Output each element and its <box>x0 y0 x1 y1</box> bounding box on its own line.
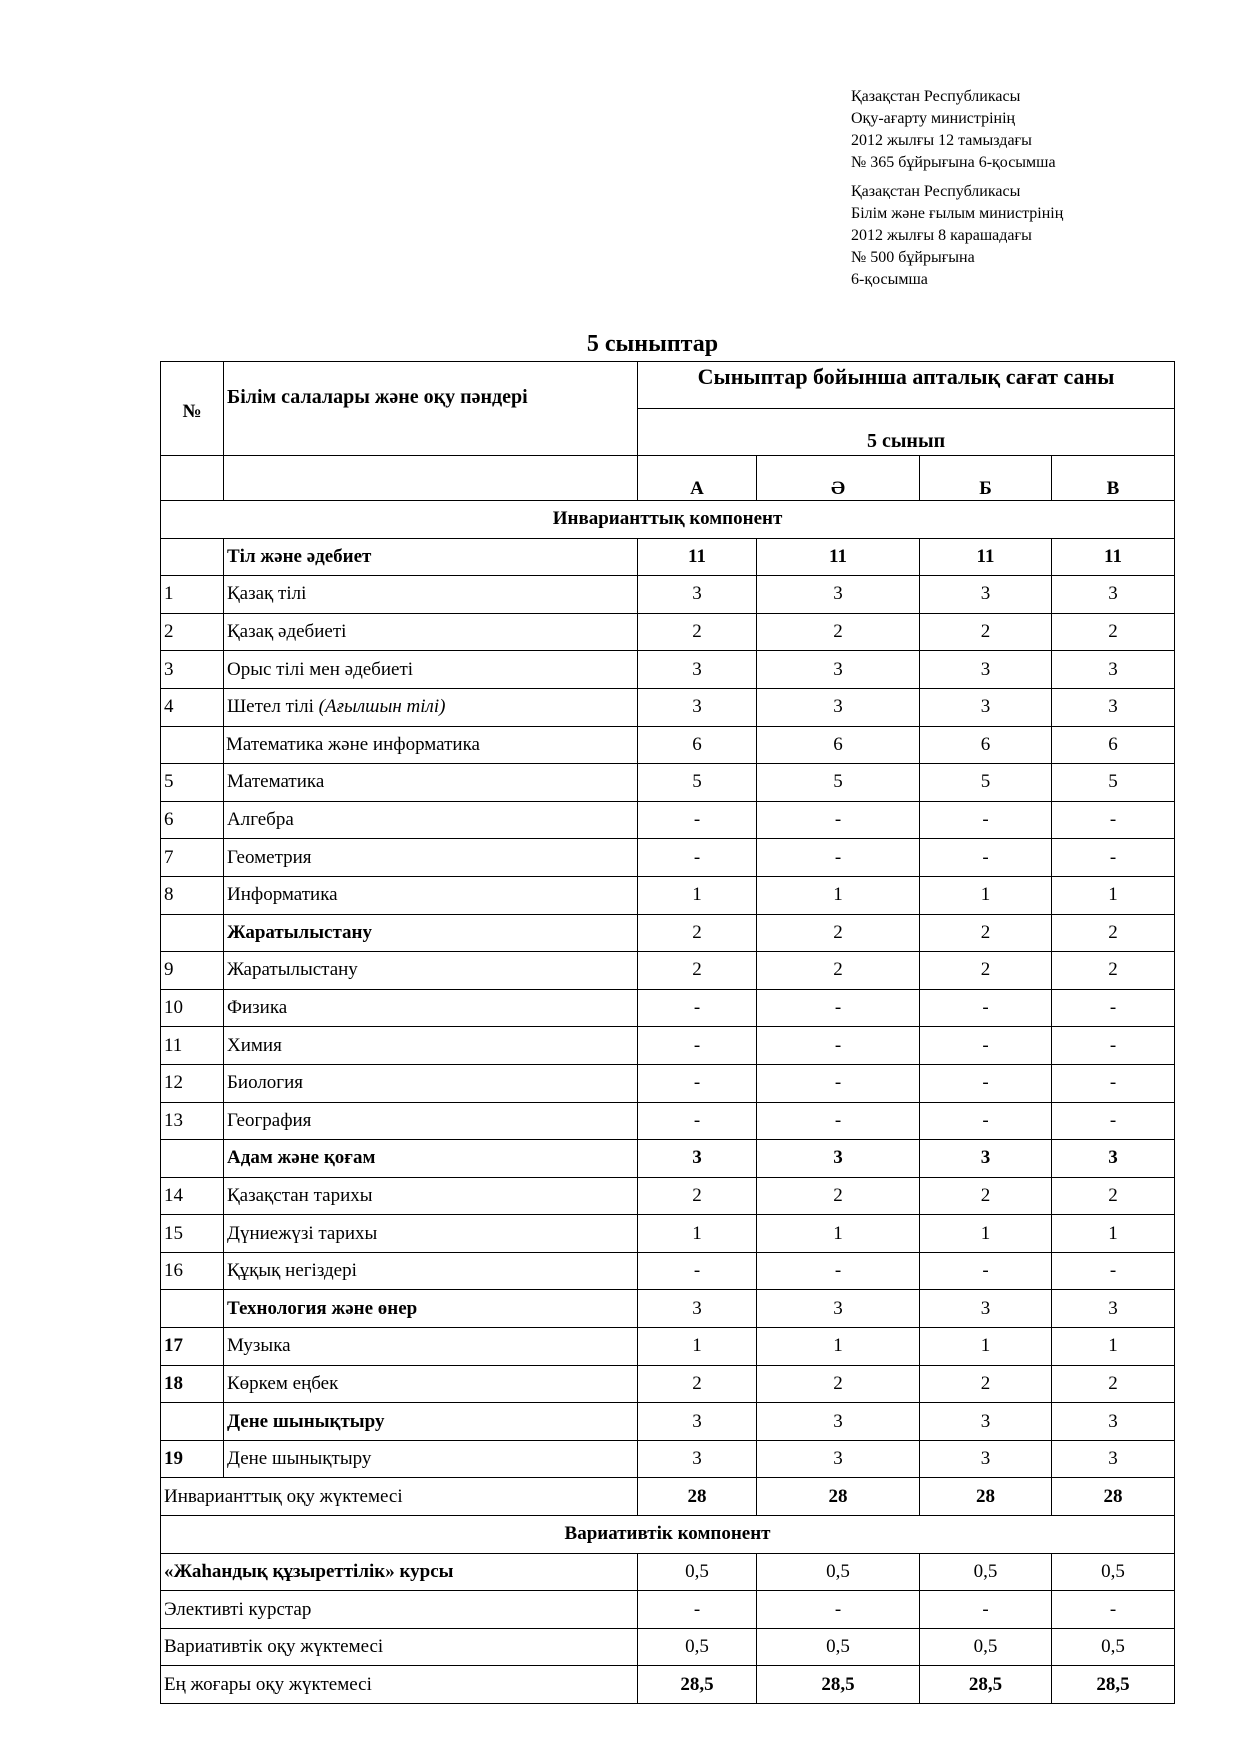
table-row <box>161 1140 1175 1178</box>
hours-cell: 2 <box>638 613 757 651</box>
hours-cell: 2 <box>920 914 1052 952</box>
header-row <box>161 362 1175 409</box>
hours-cell: 28 <box>1052 1478 1175 1516</box>
subject-name <box>224 801 638 839</box>
hours-cell: 3 <box>757 1140 920 1178</box>
hours-cell: 5 <box>1052 764 1175 802</box>
ref-line: Білім және ғылым министрінің <box>851 205 1064 222</box>
hours-cell: 6 <box>1052 726 1175 764</box>
section-a-header: А <box>638 456 757 501</box>
hours-cell: - <box>757 989 920 1027</box>
subject-name <box>224 1290 638 1328</box>
hours-cell: 3 <box>757 1403 920 1441</box>
table-row <box>161 1027 1175 1065</box>
table-row <box>161 1553 1175 1591</box>
subject-label: Технология және өнер <box>227 1297 418 1319</box>
hours-cell: 3 <box>1052 688 1175 726</box>
hours-cell: - <box>1052 989 1175 1027</box>
table-body <box>161 362 1175 1704</box>
empty-cell <box>161 456 224 501</box>
hours-cell: 28,5 <box>757 1666 920 1704</box>
subject-label: Қазақ тілі <box>227 583 307 605</box>
hours-cell: 0,5 <box>1052 1628 1175 1666</box>
hours-cell: 3 <box>1052 1403 1175 1441</box>
hours-cell: 3 <box>757 688 920 726</box>
subject-name <box>224 726 638 764</box>
ref-line: № 500 бұйрығына <box>851 249 975 266</box>
hours-cell: - <box>638 801 757 839</box>
hours-cell: 3 <box>638 1403 757 1441</box>
hours-cell: 3 <box>638 1440 757 1478</box>
table-row <box>161 876 1175 914</box>
row-number <box>161 726 224 764</box>
hours-cell: - <box>1052 801 1175 839</box>
subject-label: Геометрия <box>227 846 312 868</box>
subject-name <box>224 1102 638 1140</box>
subject-name <box>224 1365 638 1403</box>
row-number: 13 <box>161 1102 224 1140</box>
subject-label: Биология <box>227 1072 304 1094</box>
hours-cell: 3 <box>1052 576 1175 614</box>
hours-cell: 28 <box>638 1478 757 1516</box>
hours-cell: 6 <box>757 726 920 764</box>
hours-cell: - <box>920 1252 1052 1290</box>
col-hours-header: Сыныптар бойынша апталық сағат саны <box>638 362 1175 409</box>
hours-cell: 1 <box>1052 876 1175 914</box>
hours-cell: 11 <box>757 538 920 576</box>
ref-line: Қазақстан Республикасы <box>851 183 1021 200</box>
subject-label: Информатика <box>227 884 338 906</box>
row-number: 8 <box>161 876 224 914</box>
hours-cell: - <box>757 839 920 877</box>
hours-cell: 3 <box>638 1290 757 1328</box>
row-number <box>161 1403 224 1441</box>
row-number: 16 <box>161 1252 224 1290</box>
hours-cell: 2 <box>638 1365 757 1403</box>
row-number: 6 <box>161 801 224 839</box>
ref-line: Қазақстан Республикасы <box>851 88 1021 105</box>
table-row <box>161 538 1175 576</box>
hours-cell: 2 <box>757 914 920 952</box>
subject-label: Дүниежүзі тарихы <box>227 1222 378 1244</box>
hours-cell: 3 <box>920 651 1052 689</box>
variative-row-label: Ең жоғары оқу жүктемесі <box>161 1666 638 1704</box>
row-number <box>161 914 224 952</box>
hours-cell: 0,5 <box>757 1553 920 1591</box>
subject-label: Қазақ әдебиеті <box>227 621 347 643</box>
row-number: 1 <box>161 576 224 614</box>
hours-cell: - <box>1052 1064 1175 1102</box>
table-row <box>161 1290 1175 1328</box>
row-number: 5 <box>161 764 224 802</box>
hours-cell: 2 <box>920 1177 1052 1215</box>
subject-name <box>224 1064 638 1102</box>
subject-name <box>224 914 638 952</box>
hours-cell: 11 <box>638 538 757 576</box>
subject-name <box>224 764 638 802</box>
table-row <box>161 1177 1175 1215</box>
subject-label: Химия <box>227 1034 282 1056</box>
component-title-row <box>161 1516 1175 1554</box>
table-row <box>161 576 1175 614</box>
row-number: 19 <box>161 1440 224 1478</box>
hours-cell: - <box>1052 1252 1175 1290</box>
hours-cell: 3 <box>920 1140 1052 1178</box>
page-title: 5 сыныптар <box>586 331 719 357</box>
row-number <box>161 538 224 576</box>
hours-cell: 0,5 <box>638 1628 757 1666</box>
hours-cell: - <box>920 1064 1052 1102</box>
table-row <box>161 989 1175 1027</box>
row-number: 2 <box>161 613 224 651</box>
hours-cell: 3 <box>757 651 920 689</box>
subject-name <box>224 538 638 576</box>
hours-cell: - <box>920 801 1052 839</box>
subject-label: Көркем еңбек <box>227 1372 339 1394</box>
hours-cell: - <box>757 1252 920 1290</box>
row-number: 4 <box>161 688 224 726</box>
variative-component-title: Вариативтік компонент <box>161 1516 1175 1554</box>
section-ae-header: Ә <box>757 456 920 501</box>
hours-cell: 2 <box>920 1365 1052 1403</box>
subject-label: Шетел тілі <box>227 696 314 718</box>
hours-cell: 1 <box>920 876 1052 914</box>
hours-cell: 2 <box>638 1177 757 1215</box>
ref-line: Оқу-ағарту министрінің <box>851 110 1016 127</box>
hours-cell: 5 <box>757 764 920 802</box>
curriculum-table <box>160 361 1175 1704</box>
hours-cell: 2 <box>1052 952 1175 990</box>
subject-name <box>224 576 638 614</box>
hours-cell: 28 <box>757 1478 920 1516</box>
subject-label: Қазақстан тарихы <box>227 1184 373 1206</box>
order-reference-365 <box>851 86 1063 174</box>
table-row <box>161 1440 1175 1478</box>
table-row <box>161 801 1175 839</box>
hours-cell: - <box>638 1064 757 1102</box>
variative-row-label: Элективті курстар <box>161 1591 638 1629</box>
hours-cell: 2 <box>757 952 920 990</box>
subject-name <box>224 688 638 726</box>
subject-name <box>224 876 638 914</box>
table-row <box>161 651 1175 689</box>
subject-name <box>224 1440 638 1478</box>
hours-cell: 2 <box>638 914 757 952</box>
table-row <box>161 1328 1175 1366</box>
table-row <box>161 1365 1175 1403</box>
col-subject-label: Білім салалары және оқу пәндері <box>227 386 528 408</box>
subject-label: Тіл және әдебиет <box>227 545 372 567</box>
component-title-row <box>161 501 1175 539</box>
hours-cell: 3 <box>1052 651 1175 689</box>
hours-cell: - <box>638 1102 757 1140</box>
table-row <box>161 1666 1175 1704</box>
col-number-header: № <box>161 362 224 456</box>
hours-cell: - <box>1052 1591 1175 1629</box>
subject-note: (Ағылшын тілі) <box>318 696 446 718</box>
hours-cell: 1 <box>920 1215 1052 1253</box>
subject-label: Жаратылыстану <box>227 959 358 981</box>
hours-cell: 3 <box>638 576 757 614</box>
subject-name <box>224 1252 638 1290</box>
hours-cell: 3 <box>638 651 757 689</box>
table-row <box>161 613 1175 651</box>
subject-label: Орыс тілі мен әдебиеті <box>227 658 414 680</box>
hours-cell: 6 <box>920 726 1052 764</box>
hours-cell: 2 <box>1052 613 1175 651</box>
hours-cell: 2 <box>757 613 920 651</box>
hours-cell: 1 <box>1052 1328 1175 1366</box>
invariant-component-title: Инварианттық компонент <box>161 501 1175 539</box>
row-number: 18 <box>161 1365 224 1403</box>
hours-cell: - <box>757 1064 920 1102</box>
hours-cell: 5 <box>638 764 757 802</box>
hours-cell: - <box>638 1027 757 1065</box>
table-row <box>161 1215 1175 1253</box>
hours-cell: 1 <box>757 1215 920 1253</box>
order-reference-block <box>851 86 1063 298</box>
table-row <box>161 688 1175 726</box>
hours-cell: 11 <box>920 538 1052 576</box>
subject-label: Адам және қоғам <box>227 1147 376 1169</box>
hours-cell: 1 <box>638 1215 757 1253</box>
subject-name <box>224 952 638 990</box>
hours-cell: 0,5 <box>757 1628 920 1666</box>
row-number: 10 <box>161 989 224 1027</box>
ref-line: № 365 бұйрығына 6-қосымша <box>851 154 1056 171</box>
hours-cell: 2 <box>638 952 757 990</box>
subject-name <box>224 613 638 651</box>
hours-cell: 28 <box>920 1478 1052 1516</box>
table-row <box>161 914 1175 952</box>
hours-cell: 3 <box>757 576 920 614</box>
invariant-load-label: Инварианттық оқу жүктемесі <box>161 1478 638 1516</box>
row-number: 11 <box>161 1027 224 1065</box>
variative-row-label: Вариативтік оқу жүктемесі <box>161 1628 638 1666</box>
invariant-load-row <box>161 1478 1175 1516</box>
table-row <box>161 952 1175 990</box>
section-b-header: Б <box>920 456 1052 501</box>
ref-line: 2012 жылғы 12 тамыздағы <box>851 132 1032 149</box>
hours-cell: - <box>638 839 757 877</box>
ref-line: 2012 жылғы 8 карашадағы <box>851 227 1032 244</box>
hours-cell: - <box>757 1591 920 1629</box>
hours-cell: 28,5 <box>1052 1666 1175 1704</box>
hours-cell: - <box>1052 839 1175 877</box>
hours-cell: 1 <box>1052 1215 1175 1253</box>
hours-cell: 1 <box>757 876 920 914</box>
hours-cell: 0,5 <box>638 1553 757 1591</box>
subject-name <box>224 651 638 689</box>
hours-cell: 3 <box>920 1290 1052 1328</box>
row-number: 14 <box>161 1177 224 1215</box>
table-row <box>161 1403 1175 1441</box>
hours-cell: 3 <box>920 688 1052 726</box>
hours-cell: 0,5 <box>1052 1553 1175 1591</box>
hours-cell: 1 <box>638 876 757 914</box>
hours-cell: - <box>920 989 1052 1027</box>
hours-cell: - <box>638 989 757 1027</box>
row-number: 9 <box>161 952 224 990</box>
subject-name <box>224 1027 638 1065</box>
table-row <box>161 726 1175 764</box>
table-row <box>161 1252 1175 1290</box>
section-header-row <box>161 456 1175 501</box>
row-number: 17 <box>161 1328 224 1366</box>
hours-cell: 3 <box>920 1440 1052 1478</box>
variative-row-label: «Жаһандық құзыреттілік» курсы <box>161 1553 638 1591</box>
hours-cell: 6 <box>638 726 757 764</box>
hours-cell: 3 <box>757 1440 920 1478</box>
row-number <box>161 1290 224 1328</box>
hours-cell: 11 <box>1052 538 1175 576</box>
subject-name <box>224 1177 638 1215</box>
subject-label: Дене шынықтыру <box>227 1448 372 1470</box>
hours-cell: 28,5 <box>920 1666 1052 1704</box>
hours-cell: 2 <box>1052 1365 1175 1403</box>
hours-cell: - <box>920 1027 1052 1065</box>
subject-label: Физика <box>227 997 288 1019</box>
section-v-header: В <box>1052 456 1175 501</box>
subject-label: Жаратылыстану <box>227 921 372 943</box>
hours-cell: - <box>1052 1102 1175 1140</box>
subject-name <box>224 1403 638 1441</box>
subject-label: Дене шынықтыру <box>227 1410 385 1432</box>
hours-cell: 3 <box>638 688 757 726</box>
subject-label: География <box>227 1109 312 1131</box>
row-number: 15 <box>161 1215 224 1253</box>
subject-label: Математика <box>227 771 325 793</box>
hours-cell: - <box>757 801 920 839</box>
col-grade-header: 5 сынып <box>638 409 1175 456</box>
hours-cell: 2 <box>757 1177 920 1215</box>
hours-cell: 3 <box>920 1403 1052 1441</box>
order-reference-500 <box>851 181 1063 291</box>
row-number: 3 <box>161 651 224 689</box>
hours-cell: 3 <box>757 1290 920 1328</box>
row-number: 12 <box>161 1064 224 1102</box>
hours-cell: 2 <box>1052 914 1175 952</box>
hours-cell: 1 <box>920 1328 1052 1366</box>
hours-cell: - <box>920 839 1052 877</box>
hours-cell: 3 <box>920 576 1052 614</box>
empty-cell <box>224 456 638 501</box>
subject-name <box>224 839 638 877</box>
table-row <box>161 1628 1175 1666</box>
subject-label: Математика және информатика <box>226 733 480 755</box>
subject-name <box>224 1328 638 1366</box>
table-row <box>161 764 1175 802</box>
subject-label: Құқық негіздері <box>227 1260 357 1282</box>
hours-cell: - <box>920 1591 1052 1629</box>
hours-cell: - <box>638 1591 757 1629</box>
hours-cell: 3 <box>1052 1140 1175 1178</box>
hours-cell: 1 <box>638 1328 757 1366</box>
col-subject-header <box>224 362 638 456</box>
hours-cell: 0,5 <box>920 1553 1052 1591</box>
hours-cell: 2 <box>920 613 1052 651</box>
hours-cell: - <box>757 1027 920 1065</box>
hours-cell: 2 <box>757 1365 920 1403</box>
hours-cell: 3 <box>1052 1440 1175 1478</box>
row-number <box>161 1140 224 1178</box>
hours-cell: 2 <box>920 952 1052 990</box>
hours-cell: - <box>638 1252 757 1290</box>
hours-cell: 3 <box>1052 1290 1175 1328</box>
hours-cell: 28,5 <box>638 1666 757 1704</box>
table-row <box>161 1591 1175 1629</box>
subject-name <box>224 1215 638 1253</box>
subject-label: Алгебра <box>227 809 294 831</box>
hours-cell: - <box>920 1102 1052 1140</box>
hours-cell: 3 <box>638 1140 757 1178</box>
hours-cell: 2 <box>1052 1177 1175 1215</box>
ref-line: 6-қосымша <box>851 271 928 288</box>
subject-name <box>224 989 638 1027</box>
hours-cell: 0,5 <box>920 1628 1052 1666</box>
subject-label: Музыка <box>227 1335 291 1357</box>
hours-cell: - <box>1052 1027 1175 1065</box>
row-number: 7 <box>161 839 224 877</box>
table-row <box>161 1102 1175 1140</box>
table-row <box>161 1064 1175 1102</box>
table-row <box>161 839 1175 877</box>
subject-name <box>224 1140 638 1178</box>
hours-cell: - <box>757 1102 920 1140</box>
hours-cell: 5 <box>920 764 1052 802</box>
hours-cell: 1 <box>757 1328 920 1366</box>
